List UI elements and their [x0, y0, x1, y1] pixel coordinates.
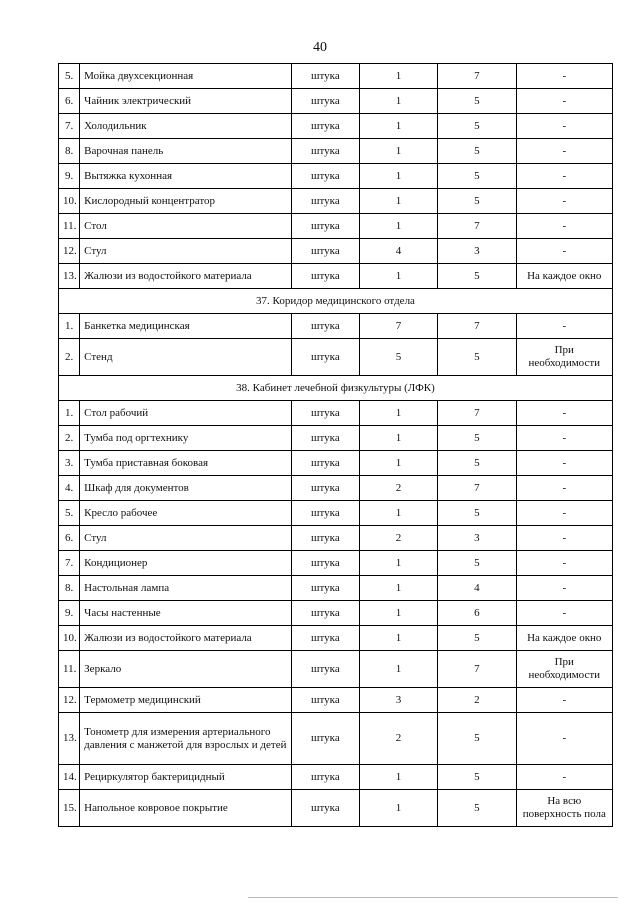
cell-service-life: 5	[438, 339, 516, 376]
cell-note: -	[516, 501, 612, 526]
cell-unit: штука	[292, 576, 360, 601]
cell-row-number: 9.	[59, 601, 80, 626]
cell-note: -	[516, 688, 612, 713]
cell-quantity: 1	[359, 626, 437, 651]
cell-quantity: 1	[359, 551, 437, 576]
table-row	[59, 501, 613, 526]
cell-service-life: 7	[438, 476, 516, 501]
cell-service-life: 5	[438, 790, 516, 827]
table-row	[59, 601, 613, 626]
cell-note: -	[516, 64, 612, 89]
cell-quantity: 1	[359, 64, 437, 89]
cell-note: -	[516, 89, 612, 114]
cell-row-number: 7.	[59, 551, 80, 576]
table-row	[59, 339, 613, 376]
cell-item-name: Тумба под оргтехнику	[80, 426, 292, 451]
cell-note: -	[516, 765, 612, 790]
cell-quantity: 1	[359, 264, 437, 289]
cell-service-life: 7	[438, 214, 516, 239]
cell-item-name: Чайник электрический	[80, 89, 292, 114]
cell-unit: штука	[292, 451, 360, 476]
cell-quantity: 2	[359, 476, 437, 501]
cell-service-life: 5	[438, 713, 516, 765]
section-title: 37. Коридор медицинского отдела	[59, 289, 613, 314]
cell-row-number: 13.	[59, 713, 80, 765]
cell-note: -	[516, 713, 612, 765]
cell-item-name: Стул	[80, 526, 292, 551]
cell-row-number: 7.	[59, 114, 80, 139]
table-row	[59, 576, 613, 601]
cell-service-life: 5	[438, 189, 516, 214]
cell-quantity: 5	[359, 339, 437, 376]
cell-note: -	[516, 189, 612, 214]
cell-service-life: 5	[438, 426, 516, 451]
cell-service-life: 7	[438, 64, 516, 89]
cell-item-name: Холодильник	[80, 114, 292, 139]
cell-unit: штука	[292, 526, 360, 551]
cell-row-number: 9.	[59, 164, 80, 189]
cell-note: -	[516, 139, 612, 164]
cell-item-name: Тумба приставная боковая	[80, 451, 292, 476]
cell-quantity: 1	[359, 426, 437, 451]
cell-unit: штука	[292, 401, 360, 426]
table-row	[59, 476, 613, 501]
cell-service-life: 5	[438, 139, 516, 164]
cell-unit: штука	[292, 314, 360, 339]
cell-service-life: 3	[438, 239, 516, 264]
table-row	[59, 214, 613, 239]
cell-unit: штука	[292, 114, 360, 139]
cell-unit: штука	[292, 139, 360, 164]
table-row	[59, 651, 613, 688]
table-row	[59, 89, 613, 114]
cell-quantity: 7	[359, 314, 437, 339]
cell-note: -	[516, 401, 612, 426]
cell-service-life: 5	[438, 765, 516, 790]
cell-unit: штука	[292, 426, 360, 451]
cell-note: -	[516, 114, 612, 139]
cell-note: На всю поверхность пола	[516, 790, 612, 827]
cell-unit: штука	[292, 551, 360, 576]
page-number: 40	[313, 40, 327, 55]
cell-service-life: 2	[438, 688, 516, 713]
cell-item-name: Шкаф для документов	[80, 476, 292, 501]
cell-note: -	[516, 314, 612, 339]
cell-row-number: 12.	[59, 688, 80, 713]
cell-item-name: Настольная лампа	[80, 576, 292, 601]
cell-item-name: Жалюзи из водостойкого материала	[80, 264, 292, 289]
cell-note: -	[516, 601, 612, 626]
cell-unit: штука	[292, 601, 360, 626]
cell-note: -	[516, 576, 612, 601]
cell-quantity: 2	[359, 526, 437, 551]
cell-row-number: 10.	[59, 189, 80, 214]
cell-item-name: Стенд	[80, 339, 292, 376]
cell-service-life: 4	[438, 576, 516, 601]
cell-row-number: 2.	[59, 426, 80, 451]
cell-item-name: Тонометр для измерения артериального давления с манжетой для взрослых и детей	[80, 713, 292, 765]
cell-quantity: 1	[359, 114, 437, 139]
cell-note: На каждое окно	[516, 264, 612, 289]
table-row	[59, 551, 613, 576]
cell-service-life: 5	[438, 501, 516, 526]
table-row	[59, 426, 613, 451]
cell-note: На каждое окно	[516, 626, 612, 651]
cell-item-name: Часы настенные	[80, 601, 292, 626]
cell-quantity: 1	[359, 790, 437, 827]
cell-quantity: 2	[359, 713, 437, 765]
cell-item-name: Кресло рабочее	[80, 501, 292, 526]
cell-service-life: 3	[438, 526, 516, 551]
cell-quantity: 1	[359, 501, 437, 526]
cell-row-number: 12.	[59, 239, 80, 264]
cell-row-number: 8.	[59, 139, 80, 164]
cell-item-name: Стол рабочий	[80, 401, 292, 426]
cell-note: -	[516, 239, 612, 264]
cell-service-life: 5	[438, 626, 516, 651]
cell-row-number: 13.	[59, 264, 80, 289]
cell-service-life: 5	[438, 164, 516, 189]
cell-row-number: 5.	[59, 64, 80, 89]
cell-quantity: 1	[359, 576, 437, 601]
table-row	[59, 314, 613, 339]
cell-row-number: 1.	[59, 314, 80, 339]
cell-service-life: 5	[438, 264, 516, 289]
cell-unit: штука	[292, 651, 360, 688]
cell-item-name: Мойка двухсекционная	[80, 64, 292, 89]
cell-item-name: Стул	[80, 239, 292, 264]
cell-quantity: 1	[359, 89, 437, 114]
table-row	[59, 264, 613, 289]
cell-quantity: 3	[359, 688, 437, 713]
cell-unit: штука	[292, 239, 360, 264]
table-row	[59, 401, 613, 426]
cell-item-name: Термометр медицинский	[80, 688, 292, 713]
cell-row-number: 10.	[59, 626, 80, 651]
equipment-table	[58, 63, 613, 827]
cell-row-number: 2.	[59, 339, 80, 376]
cell-note: При необходимости	[516, 651, 612, 688]
cell-row-number: 14.	[59, 765, 80, 790]
cell-quantity: 1	[359, 401, 437, 426]
cell-note: -	[516, 551, 612, 576]
cell-quantity: 1	[359, 214, 437, 239]
cell-quantity: 1	[359, 189, 437, 214]
footer-rule	[248, 897, 618, 898]
table-row	[59, 790, 613, 827]
cell-item-name: Рециркулятор бактерицидный	[80, 765, 292, 790]
cell-service-life: 7	[438, 314, 516, 339]
cell-unit: штука	[292, 64, 360, 89]
cell-item-name: Зеркало	[80, 651, 292, 688]
table-row	[59, 451, 613, 476]
cell-service-life: 5	[438, 451, 516, 476]
cell-quantity: 1	[359, 164, 437, 189]
cell-quantity: 1	[359, 451, 437, 476]
cell-row-number: 8.	[59, 576, 80, 601]
cell-note: При необходимости	[516, 339, 612, 376]
cell-quantity: 1	[359, 651, 437, 688]
cell-item-name: Банкетка медицинская	[80, 314, 292, 339]
cell-unit: штука	[292, 264, 360, 289]
cell-row-number: 11.	[59, 651, 80, 688]
cell-row-number: 5.	[59, 501, 80, 526]
section-row	[59, 376, 613, 401]
cell-unit: штука	[292, 89, 360, 114]
cell-row-number: 11.	[59, 214, 80, 239]
table-row	[59, 239, 613, 264]
table-row	[59, 713, 613, 765]
cell-unit: штука	[292, 214, 360, 239]
cell-row-number: 15.	[59, 790, 80, 827]
table-row	[59, 526, 613, 551]
cell-service-life: 5	[438, 551, 516, 576]
cell-item-name: Стол	[80, 214, 292, 239]
section-title: 38. Кабинет лечебной физкультуры (ЛФК)	[59, 376, 613, 401]
cell-item-name: Кислородный концентратор	[80, 189, 292, 214]
cell-item-name: Напольное ковровое покрытие	[80, 790, 292, 827]
cell-service-life: 5	[438, 89, 516, 114]
cell-item-name: Жалюзи из водостойкого материала	[80, 626, 292, 651]
cell-note: -	[516, 164, 612, 189]
cell-note: -	[516, 526, 612, 551]
table-row	[59, 64, 613, 89]
cell-service-life: 7	[438, 401, 516, 426]
table-row	[59, 688, 613, 713]
cell-unit: штука	[292, 626, 360, 651]
table-row	[59, 164, 613, 189]
cell-note: -	[516, 476, 612, 501]
cell-unit: штука	[292, 765, 360, 790]
cell-unit: штука	[292, 189, 360, 214]
cell-service-life: 5	[438, 114, 516, 139]
cell-unit: штука	[292, 501, 360, 526]
cell-quantity: 4	[359, 239, 437, 264]
table-row	[59, 139, 613, 164]
cell-quantity: 1	[359, 601, 437, 626]
table-row	[59, 114, 613, 139]
cell-unit: штука	[292, 790, 360, 827]
cell-row-number: 6.	[59, 89, 80, 114]
cell-note: -	[516, 451, 612, 476]
cell-note: -	[516, 214, 612, 239]
cell-item-name: Варочная панель	[80, 139, 292, 164]
cell-service-life: 7	[438, 651, 516, 688]
table-row	[59, 765, 613, 790]
cell-item-name: Вытяжка кухонная	[80, 164, 292, 189]
cell-note: -	[516, 426, 612, 451]
table-row	[59, 626, 613, 651]
cell-item-name: Кондиционер	[80, 551, 292, 576]
cell-quantity: 1	[359, 139, 437, 164]
cell-quantity: 1	[359, 765, 437, 790]
cell-row-number: 6.	[59, 526, 80, 551]
cell-row-number: 1.	[59, 401, 80, 426]
cell-unit: штука	[292, 339, 360, 376]
cell-unit: штука	[292, 688, 360, 713]
section-row	[59, 289, 613, 314]
cell-row-number: 3.	[59, 451, 80, 476]
table-row	[59, 189, 613, 214]
cell-row-number: 4.	[59, 476, 80, 501]
cell-service-life: 6	[438, 601, 516, 626]
cell-unit: штука	[292, 164, 360, 189]
cell-unit: штука	[292, 713, 360, 765]
cell-unit: штука	[292, 476, 360, 501]
